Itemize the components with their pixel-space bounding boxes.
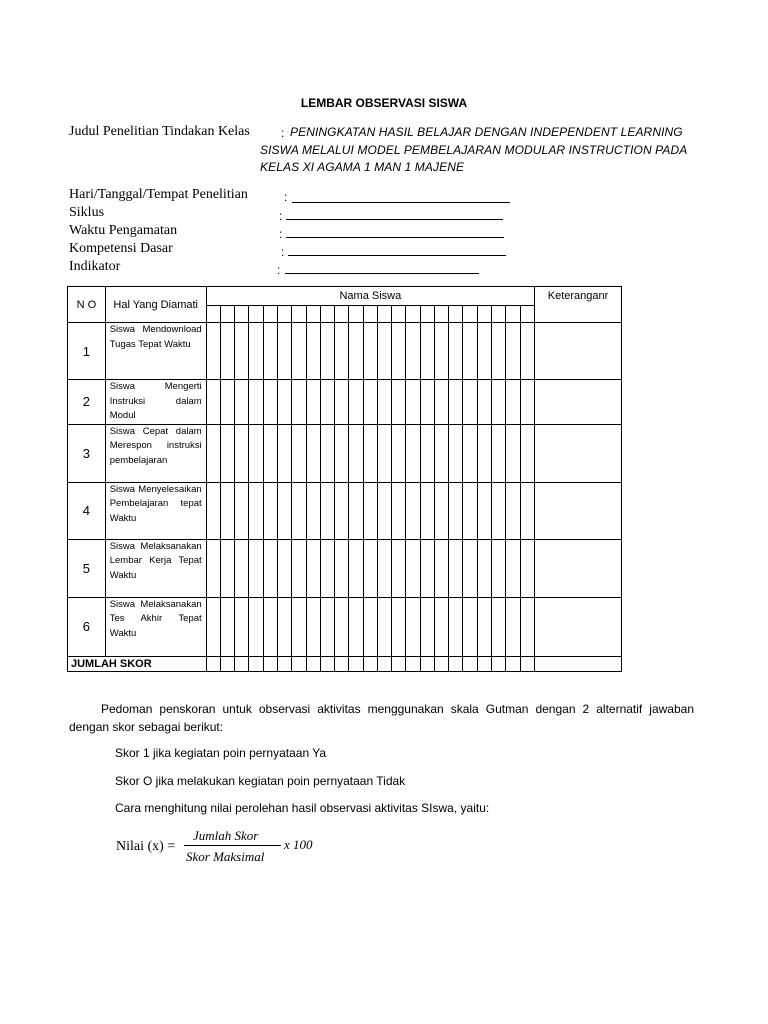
- row-number: 4: [68, 482, 106, 539]
- rule-skor-1: Skor 1 jika kegiatan poin pernyataan Ya: [115, 746, 327, 760]
- score-cell[interactable]: [206, 482, 220, 539]
- score-cell[interactable]: [235, 539, 249, 597]
- page-title: LEMBAR OBSERVASI SISWA: [300, 96, 468, 110]
- total-score-cell[interactable]: [235, 656, 249, 671]
- score-cell[interactable]: [392, 597, 406, 656]
- score-cell[interactable]: [220, 380, 234, 425]
- field-label-hari: Hari/Tanggal/Tempat Penelitian: [69, 187, 248, 202]
- score-cell[interactable]: [520, 482, 535, 539]
- score-cell[interactable]: [349, 323, 363, 380]
- score-cell[interactable]: [220, 597, 234, 656]
- score-cell[interactable]: [363, 482, 377, 539]
- score-cell[interactable]: [320, 380, 334, 425]
- score-cell[interactable]: [449, 539, 463, 597]
- table-row: [68, 424, 622, 482]
- student-name-slot[interactable]: [477, 306, 491, 323]
- score-cell[interactable]: [335, 424, 349, 482]
- score-cell[interactable]: [206, 323, 220, 380]
- score-cell[interactable]: [249, 597, 263, 656]
- score-cell[interactable]: [249, 323, 263, 380]
- header-keterangan: Keteranganr: [535, 287, 622, 323]
- student-name-slot[interactable]: [491, 306, 505, 323]
- student-name-slot[interactable]: [292, 306, 306, 323]
- score-cell[interactable]: [420, 323, 434, 380]
- score-cell[interactable]: [235, 380, 249, 425]
- student-name-slot[interactable]: [520, 306, 535, 323]
- score-cell[interactable]: [392, 323, 406, 380]
- score-cell[interactable]: [506, 424, 520, 482]
- score-cell[interactable]: [449, 380, 463, 425]
- score-cell[interactable]: [292, 323, 306, 380]
- score-cell[interactable]: [392, 424, 406, 482]
- score-cell[interactable]: [349, 482, 363, 539]
- score-cell[interactable]: [363, 380, 377, 425]
- score-cell[interactable]: [377, 482, 391, 539]
- formula-multiplier: x 100: [284, 837, 313, 852]
- row-item: Siswa Melaksanakan Lembar Kerja Tepat Waktu: [105, 539, 206, 597]
- total-score-cell[interactable]: [263, 656, 277, 671]
- score-cell[interactable]: [434, 424, 448, 482]
- score-cell[interactable]: [306, 597, 320, 656]
- score-cell[interactable]: [420, 597, 434, 656]
- pedoman-paragraph: Pedoman penskoran untuk observasi aktivitas menggunakan skala Gutman dengan 2 alternatif jawaban dengan skor sebagai berikut:: [69, 702, 694, 734]
- score-cell[interactable]: [491, 380, 505, 425]
- score-cell[interactable]: [249, 539, 263, 597]
- score-cell[interactable]: [263, 424, 277, 482]
- score-cell[interactable]: [349, 597, 363, 656]
- score-cell[interactable]: [335, 380, 349, 425]
- score-cell[interactable]: [477, 323, 491, 380]
- score-cell[interactable]: [463, 380, 477, 425]
- total-score-cell[interactable]: [506, 656, 520, 671]
- score-cell[interactable]: [377, 380, 391, 425]
- student-name-slot[interactable]: [220, 306, 234, 323]
- row-item: Siswa Mengerti Instruksi dalam Modul: [105, 380, 206, 425]
- score-cell[interactable]: [477, 424, 491, 482]
- total-score-cell[interactable]: [320, 656, 334, 671]
- total-score-cell[interactable]: [520, 656, 535, 671]
- row-item: Siswa Mendownload Tugas Tepat Waktu: [105, 323, 206, 380]
- score-cell[interactable]: [477, 380, 491, 425]
- score-cell[interactable]: [235, 323, 249, 380]
- score-cell[interactable]: [306, 323, 320, 380]
- field-colon-kompetensi: :: [281, 245, 285, 259]
- jumlah-skor-label: JUMLAH SKOR: [68, 656, 207, 671]
- row-number: 6: [68, 597, 106, 656]
- score-cell[interactable]: [392, 482, 406, 539]
- score-cell[interactable]: [406, 482, 420, 539]
- score-cell[interactable]: [491, 597, 505, 656]
- keterangan-cell[interactable]: [535, 482, 622, 539]
- score-cell[interactable]: [434, 380, 448, 425]
- score-cell[interactable]: [220, 539, 234, 597]
- score-cell[interactable]: [463, 597, 477, 656]
- formula-lhs: Nilai (x) =: [116, 839, 176, 854]
- score-cell[interactable]: [520, 323, 535, 380]
- total-score-cell[interactable]: [377, 656, 391, 671]
- student-name-slot[interactable]: [363, 306, 377, 323]
- score-cell[interactable]: [263, 539, 277, 597]
- total-score-cell[interactable]: [420, 656, 434, 671]
- total-score-cell[interactable]: [335, 656, 349, 671]
- score-cell[interactable]: [263, 323, 277, 380]
- judul-label: Judul Penelitian Tindakan Kelas: [69, 124, 250, 139]
- fraction-bar: [184, 845, 281, 846]
- total-score-cell[interactable]: [206, 656, 220, 671]
- score-cell[interactable]: [292, 380, 306, 425]
- table-row: [68, 482, 622, 539]
- score-cell[interactable]: [406, 539, 420, 597]
- score-cell[interactable]: [463, 539, 477, 597]
- score-cell[interactable]: [320, 597, 334, 656]
- score-cell[interactable]: [249, 482, 263, 539]
- judul-line-3: KELAS XI AGAMA 1 MAN 1 MAJENE: [260, 160, 465, 174]
- score-cell[interactable]: [463, 323, 477, 380]
- score-cell[interactable]: [206, 380, 220, 425]
- total-score-cell[interactable]: [406, 656, 420, 671]
- score-cell[interactable]: [491, 539, 505, 597]
- score-cell[interactable]: [491, 424, 505, 482]
- score-cell[interactable]: [206, 539, 220, 597]
- score-cell[interactable]: [349, 539, 363, 597]
- total-score-cell[interactable]: [220, 656, 234, 671]
- field-label-indikator: Indikator: [69, 259, 121, 274]
- keterangan-total-cell[interactable]: [535, 656, 622, 671]
- score-cell[interactable]: [449, 424, 463, 482]
- score-cell[interactable]: [278, 597, 292, 656]
- student-name-slot[interactable]: [249, 306, 263, 323]
- table-row: [68, 323, 622, 380]
- score-cell[interactable]: [477, 597, 491, 656]
- nilai-formula: [116, 825, 336, 869]
- total-score-cell[interactable]: [306, 656, 320, 671]
- score-cell[interactable]: [377, 539, 391, 597]
- row-number: 3: [68, 424, 106, 482]
- score-cell[interactable]: [249, 380, 263, 425]
- field-input-kompetensi[interactable]: [288, 255, 506, 256]
- row-number: 2: [68, 380, 106, 425]
- score-cell[interactable]: [506, 482, 520, 539]
- judul-line-2: SISWA MELALUI MODEL PEMBELAJARAN MODULAR INSTRUCTION PADA: [260, 143, 688, 157]
- student-name-slot[interactable]: [449, 306, 463, 323]
- student-name-slot[interactable]: [434, 306, 448, 323]
- score-cell[interactable]: [506, 597, 520, 656]
- row-item: Siswa Cepat dalam Merespon instruksi pembelajaran: [105, 424, 206, 482]
- score-cell[interactable]: [235, 424, 249, 482]
- score-cell[interactable]: [506, 323, 520, 380]
- student-name-slot[interactable]: [206, 306, 220, 323]
- score-cell[interactable]: [477, 482, 491, 539]
- student-name-slot[interactable]: [335, 306, 349, 323]
- field-label-waktu: Waktu Pengamatan: [69, 223, 178, 238]
- score-cell[interactable]: [420, 424, 434, 482]
- score-cell[interactable]: [520, 380, 535, 425]
- score-cell[interactable]: [363, 424, 377, 482]
- score-cell[interactable]: [292, 539, 306, 597]
- total-score-cell[interactable]: [491, 656, 505, 671]
- score-cell[interactable]: [306, 424, 320, 482]
- score-cell[interactable]: [377, 323, 391, 380]
- total-score-cell[interactable]: [278, 656, 292, 671]
- score-cell[interactable]: [278, 380, 292, 425]
- total-score-cell[interactable]: [292, 656, 306, 671]
- student-name-slot[interactable]: [463, 306, 477, 323]
- student-name-slot[interactable]: [263, 306, 277, 323]
- score-cell[interactable]: [220, 482, 234, 539]
- score-cell[interactable]: [406, 597, 420, 656]
- score-cell[interactable]: [235, 482, 249, 539]
- header-nama-siswa: Nama Siswa: [206, 287, 534, 306]
- total-score-cell[interactable]: [477, 656, 491, 671]
- row-item: Siswa Menyelesaikan Pembelajaran tepat Waktu: [105, 482, 206, 539]
- score-cell[interactable]: [434, 539, 448, 597]
- score-cell[interactable]: [363, 539, 377, 597]
- rule-skor-0: Skor O jika melakukan kegiatan poin pernyataan Tidak: [115, 774, 406, 788]
- score-cell[interactable]: [491, 482, 505, 539]
- score-cell[interactable]: [278, 424, 292, 482]
- score-cell[interactable]: [392, 380, 406, 425]
- score-cell[interactable]: [449, 482, 463, 539]
- score-cell[interactable]: [320, 539, 334, 597]
- total-score-cell[interactable]: [363, 656, 377, 671]
- total-score-cell[interactable]: [392, 656, 406, 671]
- score-cell[interactable]: [463, 424, 477, 482]
- total-score-cell[interactable]: [349, 656, 363, 671]
- total-score-cell[interactable]: [463, 656, 477, 671]
- score-cell[interactable]: [449, 323, 463, 380]
- field-colon-siklus: :: [279, 209, 283, 223]
- score-cell[interactable]: [520, 424, 535, 482]
- student-name-slot[interactable]: [392, 306, 406, 323]
- score-cell[interactable]: [335, 597, 349, 656]
- score-cell[interactable]: [434, 597, 448, 656]
- score-cell[interactable]: [434, 323, 448, 380]
- field-colon-hari: :: [284, 190, 288, 204]
- score-cell[interactable]: [449, 597, 463, 656]
- score-cell[interactable]: [406, 424, 420, 482]
- keterangan-cell[interactable]: [535, 539, 622, 597]
- student-name-slot[interactable]: [278, 306, 292, 323]
- score-cell[interactable]: [235, 597, 249, 656]
- score-cell[interactable]: [263, 482, 277, 539]
- rule-cara-menghitung: Cara menghitung nilai perolehan hasil observasi aktivitas SIswa, yaitu:: [115, 801, 490, 815]
- judul-line-1: PENINGKATAN HASIL BELAJAR DENGAN INDEPENDENT LEARNING: [290, 125, 683, 139]
- total-score-cell[interactable]: [249, 656, 263, 671]
- score-cell[interactable]: [377, 424, 391, 482]
- score-cell[interactable]: [206, 424, 220, 482]
- score-cell[interactable]: [220, 323, 234, 380]
- score-cell[interactable]: [306, 482, 320, 539]
- score-cell[interactable]: [249, 424, 263, 482]
- score-cell[interactable]: [491, 323, 505, 380]
- score-cell[interactable]: [477, 539, 491, 597]
- observation-table: [67, 286, 622, 672]
- score-cell[interactable]: [263, 380, 277, 425]
- field-input-indikator[interactable]: [285, 273, 479, 274]
- score-cell[interactable]: [363, 323, 377, 380]
- field-colon-waktu: :: [279, 227, 283, 241]
- score-cell[interactable]: [463, 482, 477, 539]
- score-cell[interactable]: [278, 323, 292, 380]
- score-cell[interactable]: [220, 424, 234, 482]
- score-cell[interactable]: [320, 424, 334, 482]
- row-number: 5: [68, 539, 106, 597]
- score-cell[interactable]: [363, 597, 377, 656]
- table-row: [68, 597, 622, 656]
- row-item: Siswa Melaksanakan Tes Akhir Tepat Waktu: [105, 597, 206, 656]
- row-number: 1: [68, 323, 106, 380]
- score-cell[interactable]: [349, 424, 363, 482]
- table-row: [68, 539, 622, 597]
- score-cell[interactable]: [520, 539, 535, 597]
- table-row: [68, 380, 622, 425]
- score-cell[interactable]: [320, 482, 334, 539]
- keterangan-cell[interactable]: [535, 597, 622, 656]
- score-cell[interactable]: [292, 597, 306, 656]
- student-name-slot[interactable]: [377, 306, 391, 323]
- score-cell[interactable]: [320, 323, 334, 380]
- field-label-kompetensi: Kompetensi Dasar: [69, 241, 173, 256]
- formula-denominator: Skor Maksimal: [186, 849, 265, 864]
- score-cell[interactable]: [420, 380, 434, 425]
- field-colon-indikator: :: [277, 263, 281, 277]
- judul-colon: :: [281, 126, 285, 140]
- score-cell[interactable]: [420, 539, 434, 597]
- keterangan-cell[interactable]: [535, 323, 622, 380]
- score-cell[interactable]: [206, 597, 220, 656]
- student-name-slot[interactable]: [420, 306, 434, 323]
- score-cell[interactable]: [306, 380, 320, 425]
- score-cell[interactable]: [335, 482, 349, 539]
- student-name-slot[interactable]: [406, 306, 420, 323]
- score-cell[interactable]: [506, 380, 520, 425]
- field-label-siklus: Siklus: [69, 205, 105, 220]
- field-input-siklus[interactable]: [286, 219, 503, 220]
- score-cell[interactable]: [263, 597, 277, 656]
- student-name-slot[interactable]: [235, 306, 249, 323]
- field-input-hari[interactable]: [292, 202, 510, 203]
- student-name-slot[interactable]: [506, 306, 520, 323]
- keterangan-cell[interactable]: [535, 380, 622, 425]
- keterangan-cell[interactable]: [535, 424, 622, 482]
- score-cell[interactable]: [278, 539, 292, 597]
- score-cell[interactable]: [292, 424, 306, 482]
- student-name-slot[interactable]: [320, 306, 334, 323]
- formula-numerator: Jumlah Skor: [193, 828, 259, 843]
- score-cell[interactable]: [349, 380, 363, 425]
- header-hal-yang-diamati: Hal Yang Diamati: [105, 287, 206, 323]
- score-cell[interactable]: [406, 323, 420, 380]
- student-name-slot[interactable]: [306, 306, 320, 323]
- score-cell[interactable]: [434, 482, 448, 539]
- score-cell[interactable]: [377, 597, 391, 656]
- score-cell[interactable]: [420, 482, 434, 539]
- score-cell[interactable]: [306, 539, 320, 597]
- field-input-waktu[interactable]: [286, 237, 504, 238]
- score-cell[interactable]: [278, 482, 292, 539]
- header-no: N O: [68, 287, 106, 323]
- score-cell[interactable]: [335, 539, 349, 597]
- score-cell[interactable]: [506, 539, 520, 597]
- total-score-cell[interactable]: [449, 656, 463, 671]
- student-name-slot[interactable]: [349, 306, 363, 323]
- score-cell[interactable]: [392, 539, 406, 597]
- score-cell[interactable]: [520, 597, 535, 656]
- score-cell[interactable]: [292, 482, 306, 539]
- score-cell[interactable]: [335, 323, 349, 380]
- score-cell[interactable]: [406, 380, 420, 425]
- total-score-cell[interactable]: [434, 656, 448, 671]
